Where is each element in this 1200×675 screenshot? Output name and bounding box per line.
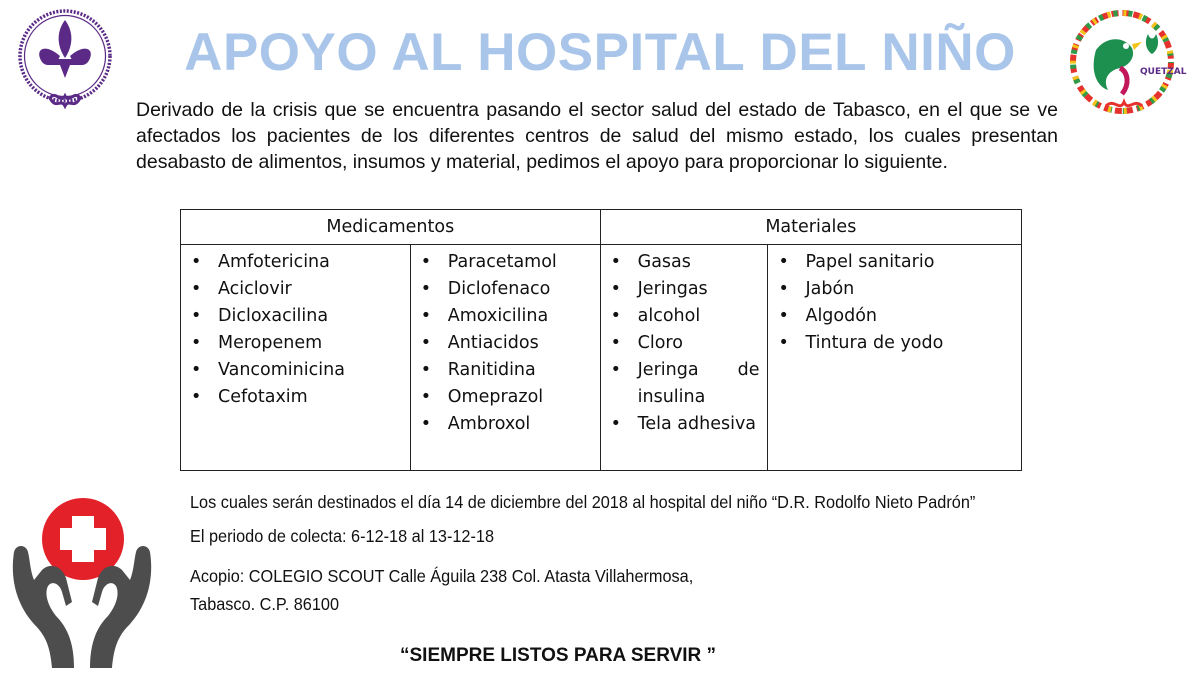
list-item: • Ranitidina — [419, 357, 592, 384]
list-item: • Cloro — [609, 330, 760, 357]
list-item: • Paracetamol — [419, 249, 592, 276]
list-item: • Omeprazol — [419, 384, 592, 411]
table-header-row — [181, 210, 1022, 245]
medicamentos-col-1 — [181, 245, 411, 471]
table-body-row — [181, 245, 1022, 471]
list-item: • Jeringa de insulina — [609, 357, 760, 411]
list-item: • alcohol — [609, 303, 760, 330]
list-item: • Cefotaxim — [189, 384, 402, 411]
materiales-col-1 — [600, 245, 768, 471]
list-item: • Ambroxol — [419, 411, 592, 438]
list-item: • Amfotericina — [189, 249, 402, 276]
header-medicamentos: Medicamentos — [181, 210, 601, 245]
list-item: • Diclofenaco — [419, 276, 592, 303]
supplies-table — [180, 209, 1022, 471]
intro-paragraph: Derivado de la crisis que se encuentra pasando el sector salud del estado de Tabasco, en el que se ve afectados los pacientes de los diferentes centros de salud del mismo estado, los cuales presentan desabasto de alimentos, insumos y material, pedimos el apoyo para proporcionar lo siguiente. — [136, 99, 1058, 173]
address-line-2: Tabasco. C.P. 86100 — [190, 594, 340, 614]
list-item: • Jabón — [776, 276, 1013, 303]
page-title: APOYO AL HOSPITAL DEL NIÑO — [184, 23, 1016, 82]
motto: “SIEMPRE LISTOS PARA SERVIR ” — [400, 645, 717, 666]
list-item: • Tela adhesiva — [609, 411, 760, 438]
list-item: • Aciclovir — [189, 276, 402, 303]
list-item: • Algodón — [776, 303, 1013, 330]
list-item: • Antiacidos — [419, 330, 592, 357]
quetzal-text: QUETZAL — [1140, 67, 1187, 77]
list-item: • Dicloxacilina — [189, 303, 402, 330]
list-item: • Papel sanitario — [776, 249, 1013, 276]
destination-text: Los cuales serán destinados el día 14 de diciembre del 2018 al hospital del niño “D.R. Rodolfo Nieto Padrón” — [190, 492, 976, 512]
list-item: • Jeringas — [609, 276, 760, 303]
collection-period: El periodo de colecta: 6-12-18 al 13-12-18 — [190, 526, 495, 546]
list-item: • Vancominicina — [189, 357, 402, 384]
list-item: • Gasas — [609, 249, 760, 276]
hands-medical-cross-icon — [8, 494, 156, 670]
list-item: • Meropenem — [189, 330, 402, 357]
list-item: • Amoxicilina — [419, 303, 592, 330]
list-item: • Tintura de yodo — [776, 330, 1013, 357]
fleur-de-lis-icon — [14, 6, 116, 118]
medicamentos-col-2 — [410, 245, 600, 471]
header-materiales: Materiales — [600, 210, 1021, 245]
quetzal-scout-icon — [1066, 6, 1187, 126]
address-line-1: Acopio: COLEGIO SCOUT Calle Águila 238 Col. Atasta Villahermosa, — [190, 566, 694, 586]
materiales-col-2 — [768, 245, 1022, 471]
